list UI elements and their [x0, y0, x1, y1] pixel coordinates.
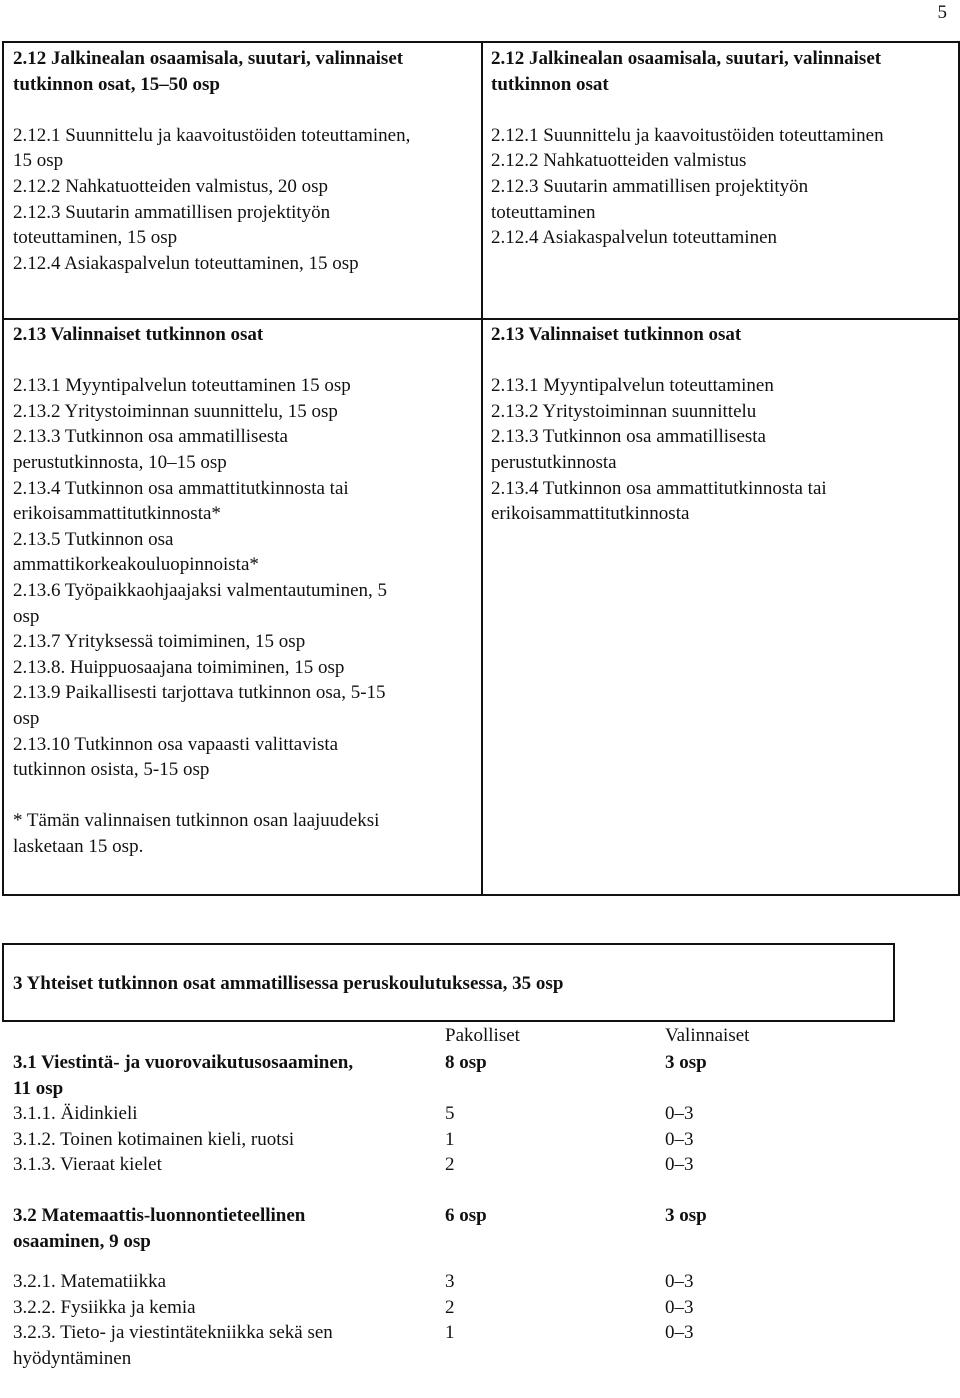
table1-row2-right-cell	[491, 322, 953, 527]
list-item: toteuttaminen, 15 osp	[13, 227, 178, 249]
list-item: toteuttaminen	[491, 201, 596, 223]
list-item: osp	[13, 707, 40, 729]
section-heading: 2.13 Valinnaiset tutkinnon osat	[491, 324, 742, 345]
list-item: 3.2.1. Matematiikka	[13, 1271, 167, 1292]
list-item: 2.12.2 Nahkatuotteiden valmistus	[491, 150, 747, 172]
section-heading: tutkinnon osat	[491, 73, 609, 95]
section-3-1-pakolliset: 8 osp	[445, 1052, 487, 1073]
page-number: 5	[937, 2, 947, 23]
list-item: 2.13.7 Yrityksessä toimiminen, 15 osp	[13, 631, 306, 653]
list-item: 2.13.3 Tutkinnon osa ammatillisesta	[491, 426, 766, 448]
list-item: 2.12.1 Suunnittelu ja kaavoitustöiden toteuttaminen	[491, 124, 884, 146]
list-item: 2.12.1 Suunnittelu ja kaavoitustöiden toteuttaminen,	[13, 124, 411, 146]
list-item: 2.13.4 Tutkinnon osa ammattitutkinnosta tai	[13, 477, 349, 499]
list-item: 3.1.2. Toinen kotimainen kieli, ruotsi	[13, 1128, 295, 1150]
list-item: 2.13.3 Tutkinnon osa ammatillisesta	[13, 426, 288, 448]
list-item: tutkinnon osista, 5-15 osp	[13, 759, 210, 781]
list-item: perustutkinnosta, 10–15 osp	[13, 451, 227, 473]
list-item: erikoisammattitutkinnosta	[491, 503, 690, 525]
list-item: 2.13.8. Huippuosaajana toimiminen, 15 osp	[13, 656, 345, 678]
section-3-1-pakolliset-values: 5 1 2	[445, 1103, 455, 1176]
section-3-2-pakolliset: 6 osp	[445, 1205, 487, 1226]
list-item: hyödyntäminen	[13, 1347, 132, 1369]
section-heading: tutkinnon osat, 15–50 osp	[13, 73, 220, 95]
list-item: 2.13.2 Yritystoiminnan suunnittelu, 15 osp	[13, 400, 338, 422]
list-item: erikoisammattitutkinnosta*	[13, 503, 221, 525]
list-item: 3.2.2. Fysiikka ja kemia	[13, 1296, 196, 1318]
section-heading: 2.12 Jalkinealan osaamisala, suutari, valinnaiset	[491, 48, 882, 69]
table2-title: 3 Yhteiset tutkinnon osat ammatillisessa peruskoulutuksessa, 35 osp	[13, 973, 564, 994]
section-3-1-valinnaiset-values: 0–3 0–3 0–3	[665, 1103, 694, 1176]
list-item: ammattikorkeakouluopinnoista*	[13, 554, 259, 576]
column-header-valinnaiset: Valinnaiset	[665, 1025, 750, 1046]
list-item: 2.13.5 Tutkinnon osa	[13, 528, 174, 550]
list-item: 3.1.3. Vieraat kielet	[13, 1154, 162, 1176]
list-item: 15 osp	[13, 150, 64, 172]
section-3-2-pakolliset-values: 3 2 1	[445, 1271, 455, 1344]
footnote: * Tämän valinnaisen tutkinnon osan laajuudeksi	[13, 810, 380, 832]
list-item: 2.12.4 Asiakaspalvelun toteuttaminen, 15 osp	[13, 252, 359, 274]
list-item: 2.12.2 Nahkatuotteiden valmistus, 20 osp	[13, 175, 329, 197]
list-item: 3.1.1. Äidinkieli	[13, 1103, 138, 1124]
section-heading: 2.12 Jalkinealan osaamisala, suutari, valinnaiset	[13, 48, 404, 69]
list-item: 2.13.1 Myyntipalvelun toteuttaminen 15 osp	[13, 375, 351, 397]
section-3-1-heading: 3.1 Viestintä- ja vuorovaikutusosaaminen, 11 osp	[13, 1052, 354, 1099]
list-item: 2.13.2 Yritystoiminnan suunnittelu	[491, 400, 757, 422]
list-item: 2.13.10 Tutkinnon osa vapaasti valittavista	[13, 733, 339, 755]
list-item: 2.13.6 Työpaikkaohjaajaksi valmentautuminen, 5	[13, 579, 388, 601]
list-item: 2.12.3 Suutarin ammatillisen projektityön	[491, 175, 809, 197]
list-item: 3.2.3. Tieto- ja viestintätekniikka sekä sen	[13, 1322, 333, 1344]
table1-row1-left-cell	[13, 46, 475, 276]
section-heading: 2.13 Valinnaiset tutkinnon osat	[13, 324, 264, 345]
footnote: lasketaan 15 osp.	[13, 835, 144, 857]
list-item: 2.13.4 Tutkinnon osa ammattitutkinnosta tai	[491, 477, 827, 499]
table1-row1-right-cell	[491, 46, 953, 251]
list-item: perustutkinnosta	[491, 451, 617, 473]
table1-row2-left-cell	[13, 322, 475, 859]
section-3-1-items	[13, 1101, 433, 1178]
section-3-2-valinnaiset-values: 0–3 0–3 0–3	[665, 1271, 694, 1344]
column-header-pakolliset: Pakolliset	[445, 1025, 520, 1046]
section-3-2-valinnaiset: 3 osp	[665, 1205, 707, 1226]
list-item: 2.12.3 Suutarin ammatillisen projektityön	[13, 201, 331, 223]
section-3-2-items	[13, 1269, 433, 1371]
list-item: 2.13.9 Paikallisesti tarjottava tutkinnon osa, 5-15	[13, 682, 386, 704]
section-3-2-heading: 3.2 Matemaattis-luonnontieteellinen osaaminen, 9 osp	[13, 1205, 306, 1252]
list-item: 2.12.4 Asiakaspalvelun toteuttaminen	[491, 227, 778, 249]
section-3-1-valinnaiset: 3 osp	[665, 1052, 707, 1073]
list-item: 2.13.1 Myyntipalvelun toteuttaminen	[491, 375, 774, 397]
list-item: osp	[13, 605, 40, 627]
